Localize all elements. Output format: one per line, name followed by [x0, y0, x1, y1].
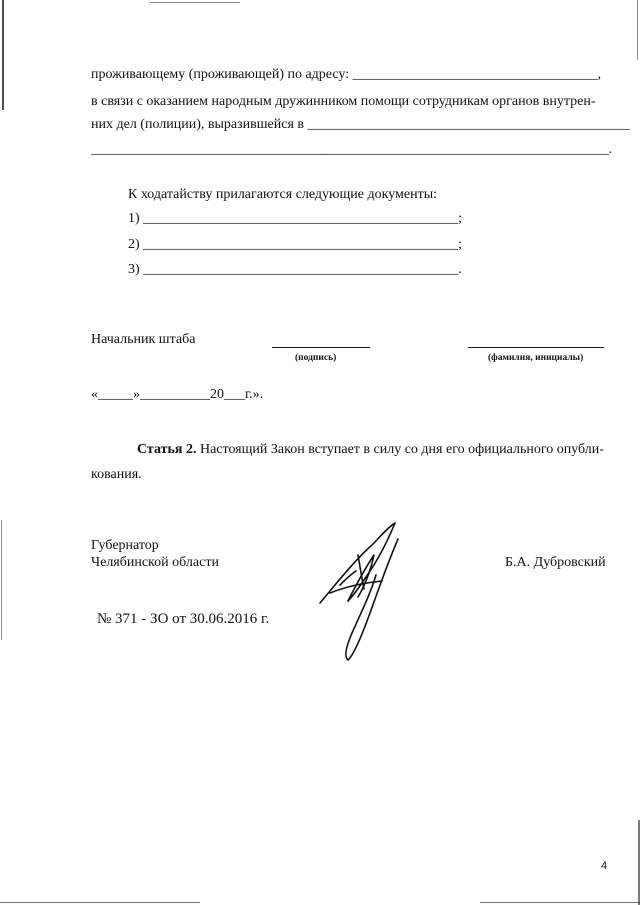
- scan-edge-bottom-right-line: [480, 902, 640, 903]
- page-number: 4: [601, 860, 608, 872]
- article-text-continued: кования.: [91, 467, 142, 482]
- governor-title-line1: Губернатор: [91, 538, 159, 553]
- article-label: Статья 2.: [137, 442, 197, 457]
- form-line-blank: _______________________________________________________________________________.: [91, 142, 612, 157]
- law-number: № 371 - ЗО от 30.06.2016 г.: [97, 611, 270, 627]
- date-line: «_____»__________20___г.».: [91, 387, 264, 402]
- signature-caption: (подпись): [295, 353, 337, 363]
- attachment-item-1: 1) _____________________________________________;: [128, 211, 463, 226]
- signer-title: Начальник штаба: [91, 332, 196, 347]
- name-line: [468, 347, 604, 348]
- form-line-expressed: них дел (полиции), выразившейся в ______________________________________________: [91, 117, 630, 132]
- article-text: Настоящий Закон вступает в силу со дня его официального опубли-: [196, 442, 604, 457]
- scan-edge-right: [637, 0, 638, 60]
- form-line-assistance: в связи с оказанием народным дружинником помощи сотрудникам органов внутрен-: [91, 94, 596, 109]
- scan-edge-left: [2, 0, 4, 110]
- name-caption: (фамилия, инициалы): [488, 353, 584, 363]
- handwritten-signature: [300, 515, 420, 665]
- attachments-intro: К ходатайству прилагаются следующие документы:: [128, 187, 438, 202]
- form-line-address: проживающему (проживающей) по адресу: ___________________________________,: [91, 67, 602, 82]
- article-paragraph: [137, 442, 604, 458]
- attachment-item-2: 2) _____________________________________________;: [128, 237, 463, 252]
- scan-edge-top: [150, 2, 240, 3]
- scan-edge-bottom: [0, 902, 200, 903]
- attachment-item-3: 3) _____________________________________________.: [128, 262, 462, 277]
- scan-edge-left-lower: [1, 520, 2, 640]
- governor-name: Б.А. Дубровский: [505, 555, 606, 570]
- signature-line: [272, 347, 370, 348]
- governor-title-line2: Челябинской области: [91, 555, 219, 570]
